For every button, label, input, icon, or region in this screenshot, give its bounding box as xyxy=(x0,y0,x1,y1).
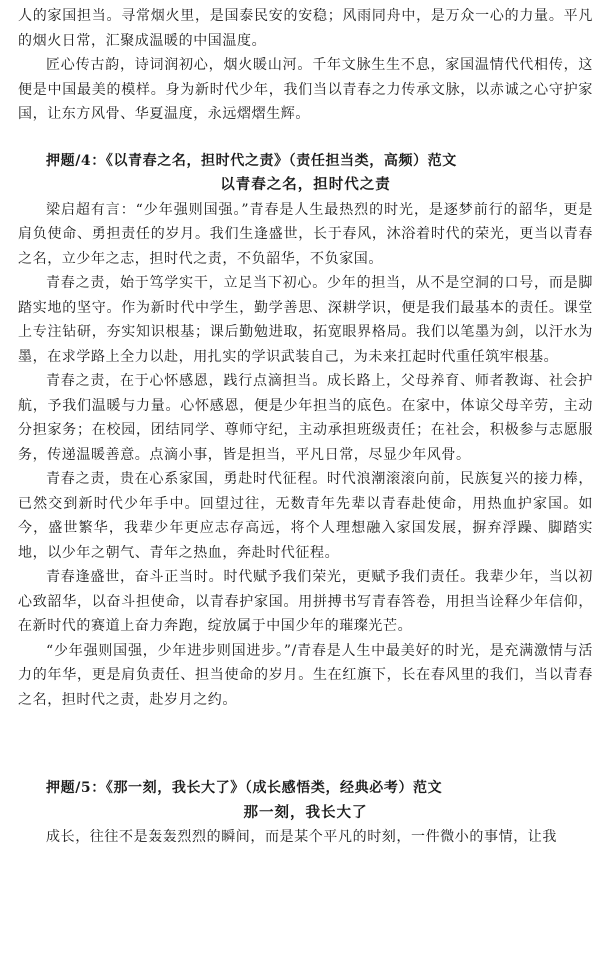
essay-title: 以青春之名，担时代之责 xyxy=(220,176,391,193)
essay-paragraph: 梁启超有言：“少年强则国强。”青春是人生最热烈的时光，是逐梦前行的韶华，更是肩负使命、勇担责任的岁月。我们生逢盛世，长于春风，沐浴着时代的荣光，更当以青春之名，立少年之志，担时代之责，不负韶华，不负家国。 xyxy=(18,201,593,267)
section-spacer xyxy=(18,712,593,776)
essay-paragraph: 成长，往往不是轰轰烈烈的瞬间，而是某个平凡的时刻，一件微小的事情，让我 xyxy=(46,829,557,845)
essay-5 xyxy=(18,776,593,850)
essay-paragraph: 青春之责，始于笃学实干，立足当下初心。少年的担当，从不是空洞的口号，而是脚踏实地的坚守。作为新时代中学生，勤学善思、深耕学识，便是我们最基本的责任。课堂上专注钻研，夯实知识根基；课后勤勉进取，拓宽眼界格局。我们以笔墨为剑，以汗水为墨，在求学路上全力以赴，用扎实的学识武装自己，为未来扛起时代重任筑牢根基。 xyxy=(18,275,593,365)
essay-4 xyxy=(18,149,593,713)
essay-title: 那一刻，我长大了 xyxy=(243,803,368,821)
body-paragraph: 人的家国担当。寻常烟火里，是国泰民安的安稳；风雨同舟中，是万众一心的力量。平凡的烟火日常，汇聚成温暖的中国温度。 xyxy=(18,8,593,49)
essay-heading: 押题/4：《以青春之名，担时代之责》（责任担当类，高频）范文 xyxy=(46,152,457,169)
body-paragraph: 匠心传古韵，诗词润初心，烟火暖山河。千年文脉生生不息，家国温情代代相传，这便是中国最美的模样。身为新时代少年，我们当以青春之力传承文脉，以赤诚之心守护家国，让东方风骨、华夏温度，永远熠熠生辉。 xyxy=(18,57,593,122)
essay-paragraph: “少年强则国强，少年进步则国进步。”/青春是人生中最美好的时光，是充满激情与活力的年华，更是肩负责任、担当使命的岁月。生在红旗下，长在春风里的我们，当以青春之名，担时代之责，赴岁月之约。 xyxy=(18,642,593,708)
essay-paragraph: 青春逢盛世，奋斗正当时。时代赋予我们荣光，更赋予我们责任。我辈少年，当以初心致韶华，以奋斗担使命，以青春护家国。用拼搏书写青春答卷，用担当诠释少年信仰，在新时代的赛道上奋力奔跑，绽放属于中国少年的璀璨光芒。 xyxy=(18,569,593,634)
essay-heading: 押题/5：《那一刻，我长大了》（成长感悟类，经典必考）范文 xyxy=(46,780,443,796)
essay-paragraph: 青春之责，贵在心系家国，勇赴时代征程。时代浪潮滚滚向前，民族复兴的接力棒，已然交到新时代少年手中。回望过往，无数青年先辈以青春赴使命，用热血护家国。如今，盛世繁华，我辈少年更应志存高远，将个人理想融入家国发展，摒弃浮躁、脚踏实地，以少年之朝气、青年之热血，奔赴时代征程。 xyxy=(18,471,593,561)
section-spacer xyxy=(18,127,593,149)
essay-paragraph: 青春之责，在于心怀感恩，践行点滴担当。成长路上，父母养育、师者教诲、社会护航，予我们温暖与力量。心怀感恩，便是少年担当的底色。在家中，体谅父母辛劳，主动分担家务；在校园，团结同学、尊师守纪，主动承担班级责任；在社会，积极参与志愿服务，传递温暖善意。点滴小事，皆是担当，平凡日常，尽显少年风骨。 xyxy=(18,373,593,463)
